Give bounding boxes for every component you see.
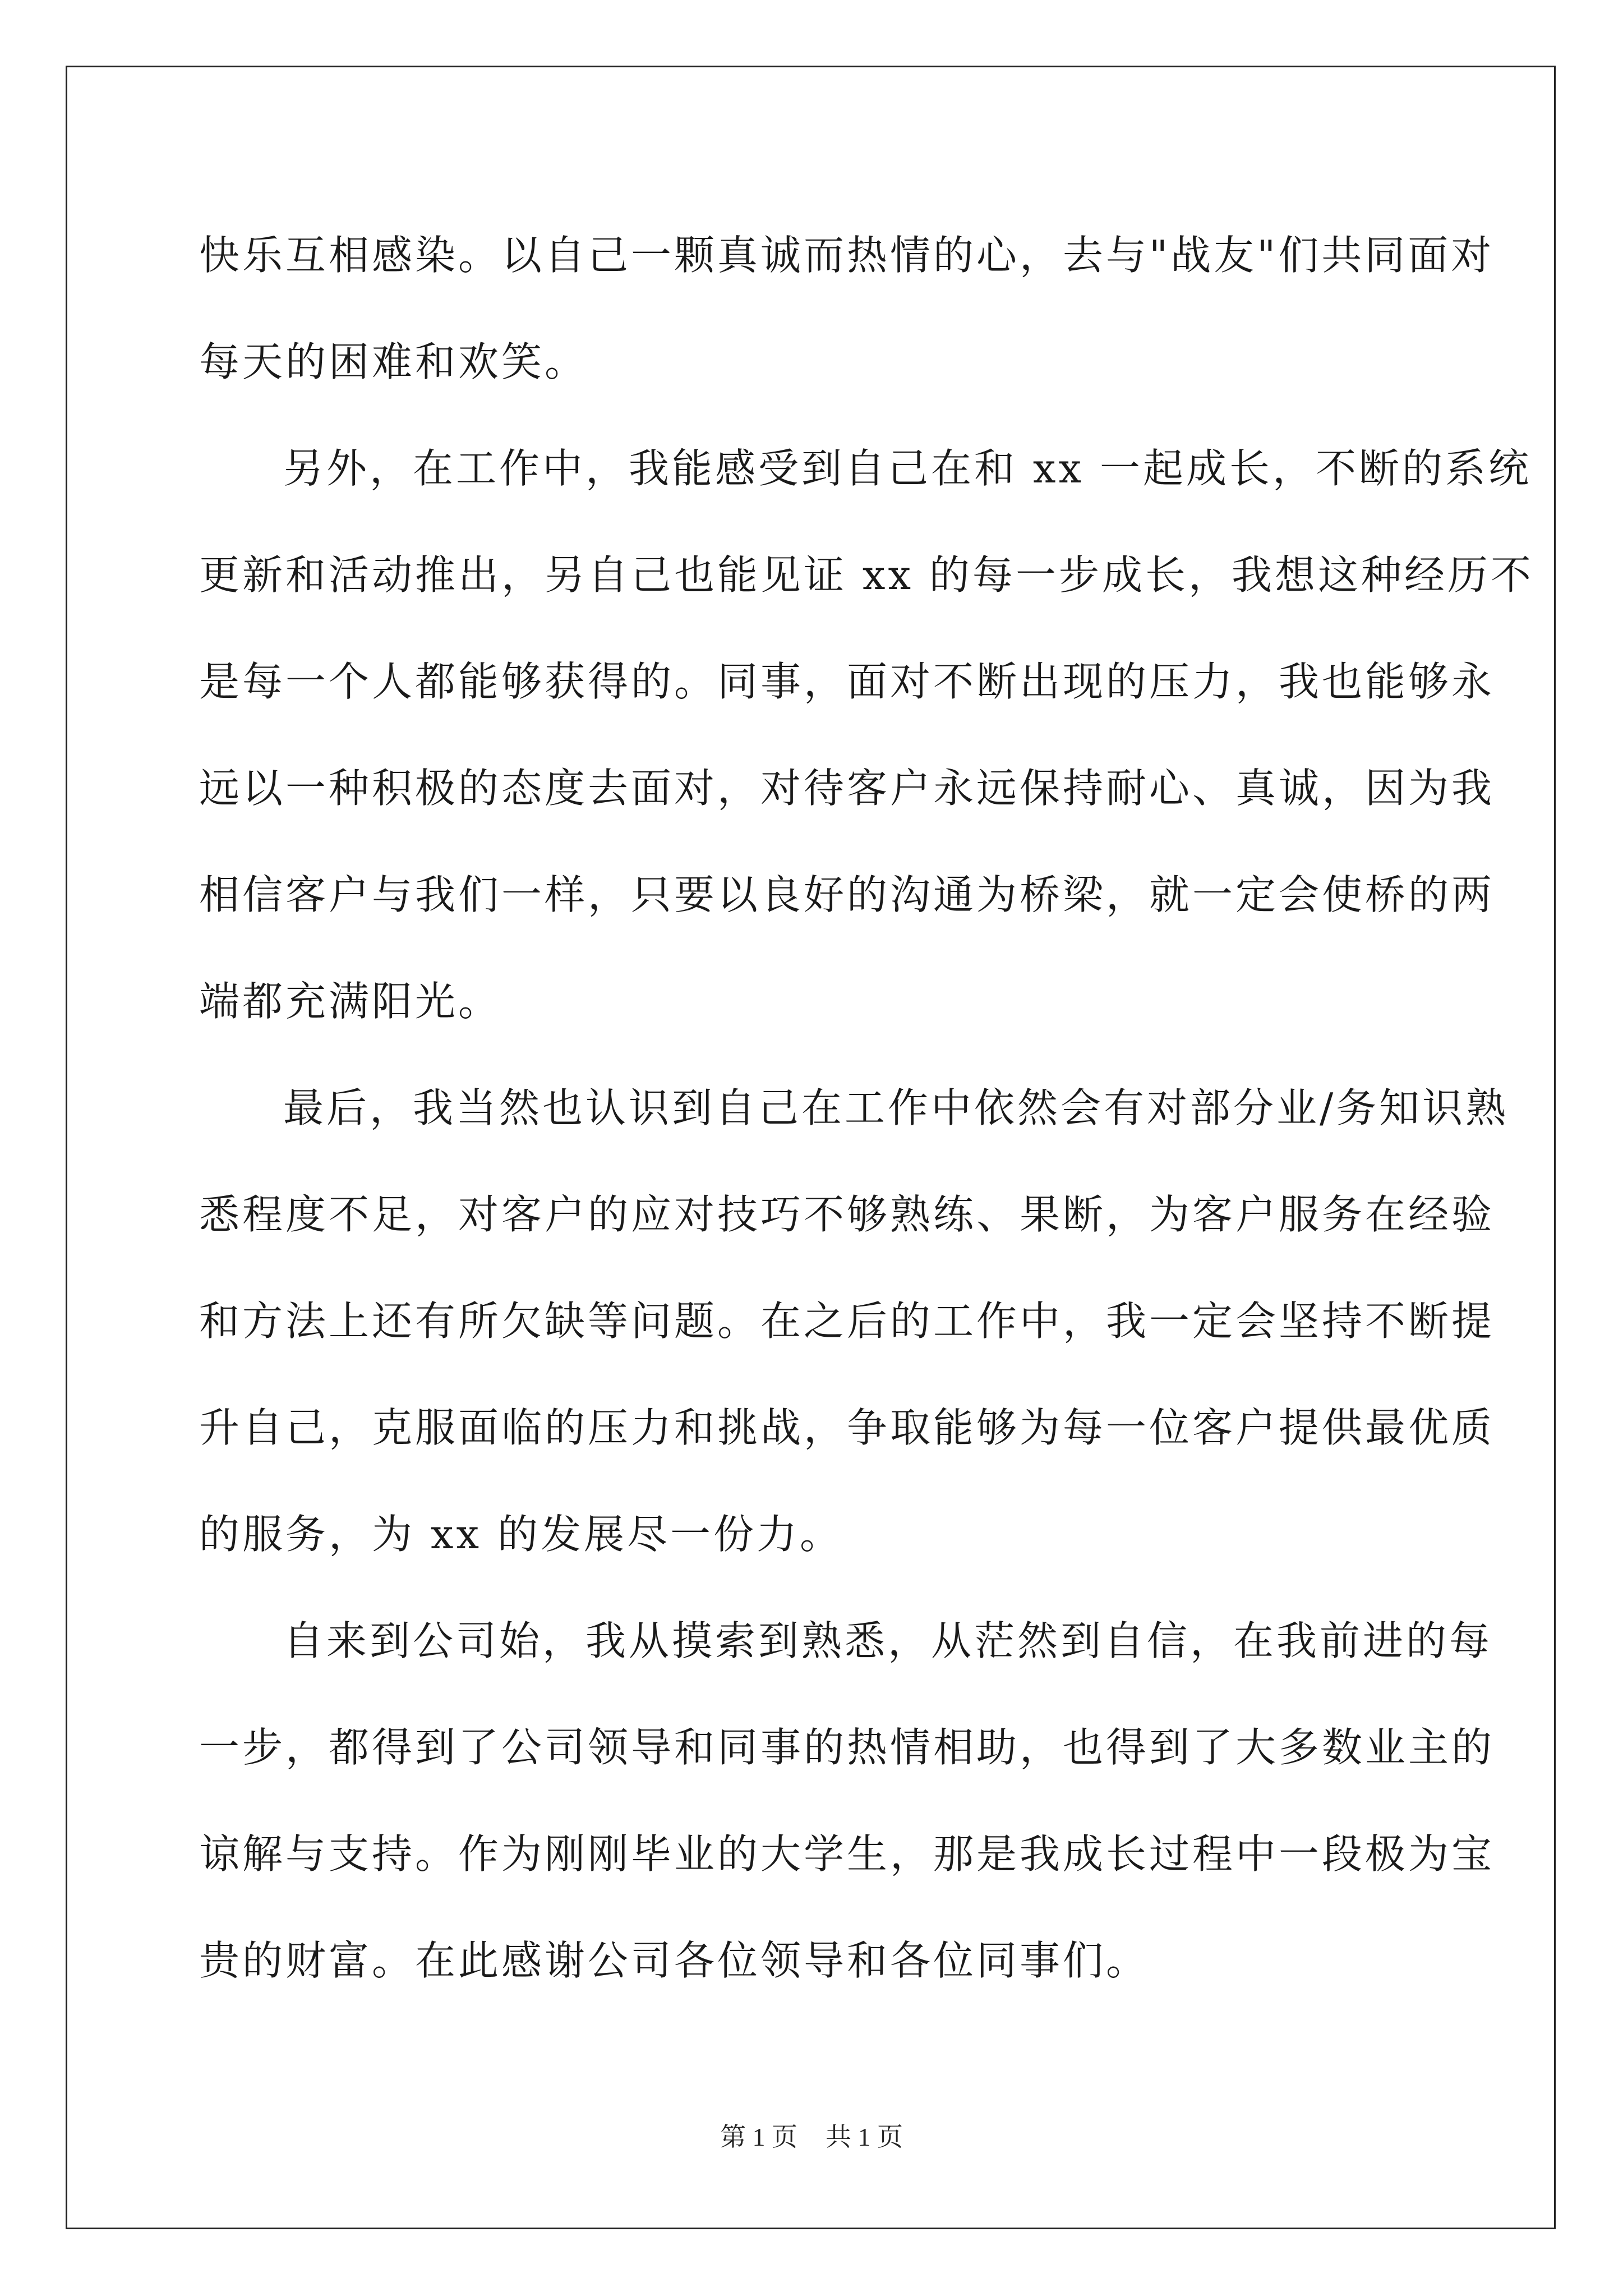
text-line: 贵的财富。在此感谢公司各位领导和各位同事们。 <box>199 1937 1150 1984</box>
paragraph-3 <box>199 1055 1509 1588</box>
page-footer <box>0 2120 1623 2154</box>
text-line: 一步，都得到了公司领导和同事的热情相助，也得到了大多数业主的 <box>199 1724 1495 1771</box>
document-body <box>199 202 1534 2014</box>
text-line: 远以一种积极的态度去面对，对待客户永远保持耐心、真诚，因为我 <box>199 765 1495 812</box>
page-total: 共 1 页 <box>826 2123 903 2151</box>
text-line: 谅解与支持。作为刚刚毕业的大学生，那是我成长过程中一段极为宝 <box>199 1830 1495 1878</box>
paragraph-4 <box>199 1588 1495 2014</box>
page-number: 第 1 页 <box>720 2123 797 2151</box>
text-line: 每天的困难和欢笑。 <box>199 338 588 385</box>
text-line: 快乐互相感染。以自己一颗真诚而热情的心，去与"战友"们共同面对 <box>199 232 1495 279</box>
text-line: 另外，在工作中，我能感受到自己在和 xx 一起成长，不断的系统 <box>283 445 1532 492</box>
paragraph-1 <box>199 202 1495 415</box>
text-line: 悉程度不足，对客户的应对技巧不够熟练、果断，为客户服务在经验 <box>199 1191 1495 1238</box>
text-line: 最后，我当然也认识到自己在工作中依然会有对部分业/务知识熟 <box>283 1084 1509 1131</box>
text-line: 相信客户与我们一样，只要以良好的沟通为桥梁，就一定会使桥的两 <box>199 871 1495 918</box>
text-line: 是每一个人都能够获得的。同事，面对不断出现的压力，我也能够永 <box>199 658 1495 705</box>
text-line: 更新和活动推出，另自己也能见证 xx 的每一步成长，我想这种经历不 <box>199 551 1534 599</box>
text-line: 升自己，克服面临的压力和挑战，争取能够为每一位客户提供最优质 <box>199 1404 1495 1451</box>
text-line: 的服务，为 xx 的发展尽一份力。 <box>199 1511 843 1558</box>
text-line: 和方法上还有所欠缺等问题。在之后的工作中，我一定会坚持不断提 <box>199 1297 1495 1345</box>
text-line: 自来到公司始，我从摸索到熟悉，从茫然到自信，在我前进的每 <box>283 1617 1493 1664</box>
paragraph-2 <box>199 415 1534 1055</box>
text-line: 端都充满阳光。 <box>199 978 502 1025</box>
